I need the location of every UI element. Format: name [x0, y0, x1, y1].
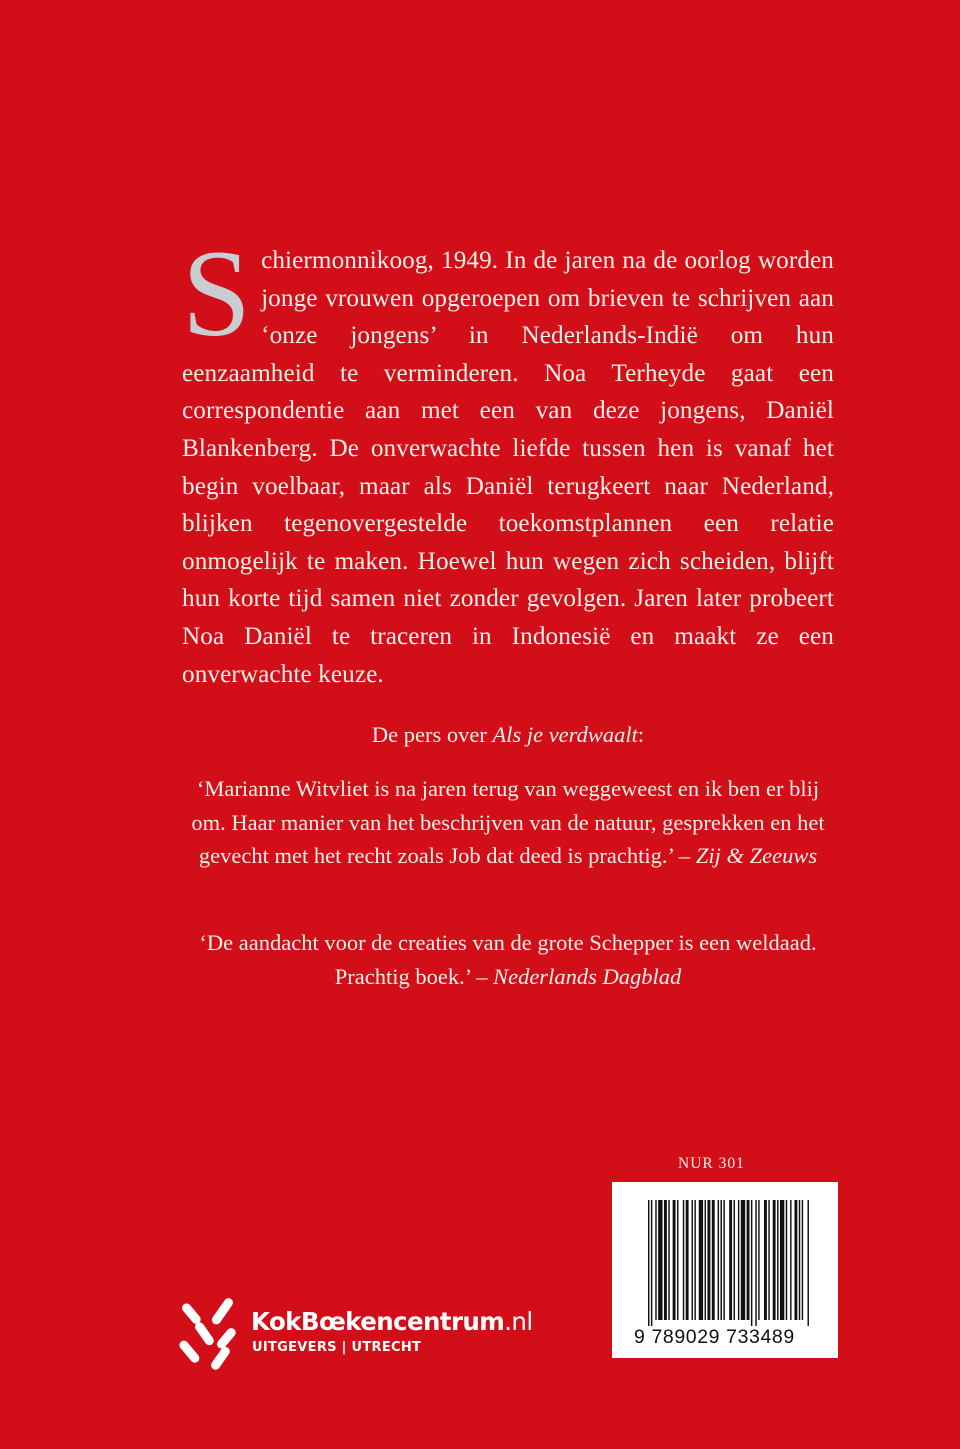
- barcode-bar: [673, 1200, 676, 1320]
- barcode-bar: [786, 1200, 787, 1320]
- barcode-bar: [741, 1200, 745, 1320]
- barcode-bar: [723, 1200, 724, 1320]
- barcode-bar: [664, 1200, 667, 1320]
- barcode-bar: [692, 1200, 693, 1320]
- barcode-bar: [668, 1200, 669, 1320]
- book-title: Als je verdwaalt: [492, 722, 638, 747]
- barcode-bar: [790, 1200, 791, 1320]
- barcode-bar: [794, 1200, 797, 1320]
- back-cover-blurb: [182, 225, 834, 693]
- blurb-text: chiermonnikoog, 1949. In de jaren na de oorlog worden jonge vrouwen opgeroepen om brieven te schrijven aan ‘onze jongens’ in Nederlands-Indië om hun eenzaamheid te verminderen. Noa Terheyde gaat een correspondentie aan met een van deze jongens, Daniël Blankenberg. De onverwachte liefde tussen hen is vanaf het begin voelbaar, maar als Daniël terugkeert naar Nederland, blijken tegenovergestelde toekomstplannen een relatie onmogelijk te maken. Hoewel hun wegen zich scheiden, blijft hun korte tijd samen niet zonder gevolgen. Jaren later probeert Noa Daniël te traceren in Indonesië en maakt ze een onverwachte keuze.: [182, 247, 834, 688]
- barcode-bar: [686, 1200, 689, 1320]
- barcode-bar: [780, 1200, 784, 1320]
- barcode-bar: [707, 1200, 710, 1320]
- quote-source: Zij & Zeeuws: [695, 843, 818, 868]
- press-quote: [182, 926, 834, 993]
- barcode-bar: [747, 1200, 750, 1320]
- kok-boekencentrum-logo-icon: [178, 1293, 248, 1373]
- publisher-name: KokBœkencentrum: [251, 1307, 505, 1336]
- barcode-bar: [694, 1200, 695, 1320]
- barcode-bar: [755, 1200, 756, 1326]
- barcode-bar: [777, 1200, 778, 1320]
- press-heading-prefix: De pers over: [371, 722, 493, 747]
- barcode-bar: [712, 1200, 715, 1320]
- publisher-subtitle: UITGEVERS | UTRECHT: [252, 1340, 422, 1355]
- barcode-bar: [705, 1200, 706, 1320]
- barcode-bar: [677, 1200, 678, 1320]
- barcode-bar: [808, 1200, 809, 1326]
- barcode-bar: [683, 1200, 684, 1320]
- barcode-bar: [651, 1200, 652, 1326]
- press-heading: [182, 718, 834, 752]
- barcode-bar: [751, 1200, 752, 1326]
- press-quote: [182, 772, 834, 873]
- quote-source: Nederlands Dagblad: [493, 963, 682, 989]
- publisher-wordmark: [251, 1307, 533, 1336]
- barcode-bar: [721, 1200, 722, 1320]
- nur-code: NUR 301: [678, 1155, 745, 1172]
- barcode-bar: [764, 1200, 767, 1320]
- press-heading-suffix: :: [637, 722, 645, 747]
- isbn-digits: 9 789029 733489: [634, 1326, 795, 1348]
- barcode-bar: [799, 1200, 800, 1320]
- barcode-bar: [734, 1200, 735, 1320]
- barcode-bar: [658, 1200, 662, 1320]
- barcode-bar: [802, 1200, 803, 1320]
- barcode-bar: [718, 1200, 719, 1320]
- publisher-tld: .nl: [504, 1307, 533, 1336]
- barcode-bar: [648, 1200, 649, 1326]
- barcode-bar: [758, 1200, 759, 1320]
- barcode-bar: [773, 1200, 776, 1320]
- barcode-bar: [768, 1200, 769, 1320]
- barcode-bar: [729, 1200, 732, 1320]
- barcode-bar: [699, 1200, 703, 1320]
- drop-cap: S: [182, 225, 252, 362]
- quote-text: ‘De aandacht voor de creaties van de grote Schepper is een weldaad. Prachtig boek.’ –: [199, 930, 817, 989]
- quote-text: ‘Marianne Witvliet is na jaren terug van weggeweest en ik ben er blij om. Haar manier van het beschrijven van de natuur, gesprekken en het gevecht met het recht zoals Job dat deed is prachtig.’ –: [191, 776, 825, 868]
- isbn-barcode: [612, 1182, 838, 1358]
- barcode-bar: [738, 1200, 739, 1320]
- barcode-bar: [655, 1200, 656, 1320]
